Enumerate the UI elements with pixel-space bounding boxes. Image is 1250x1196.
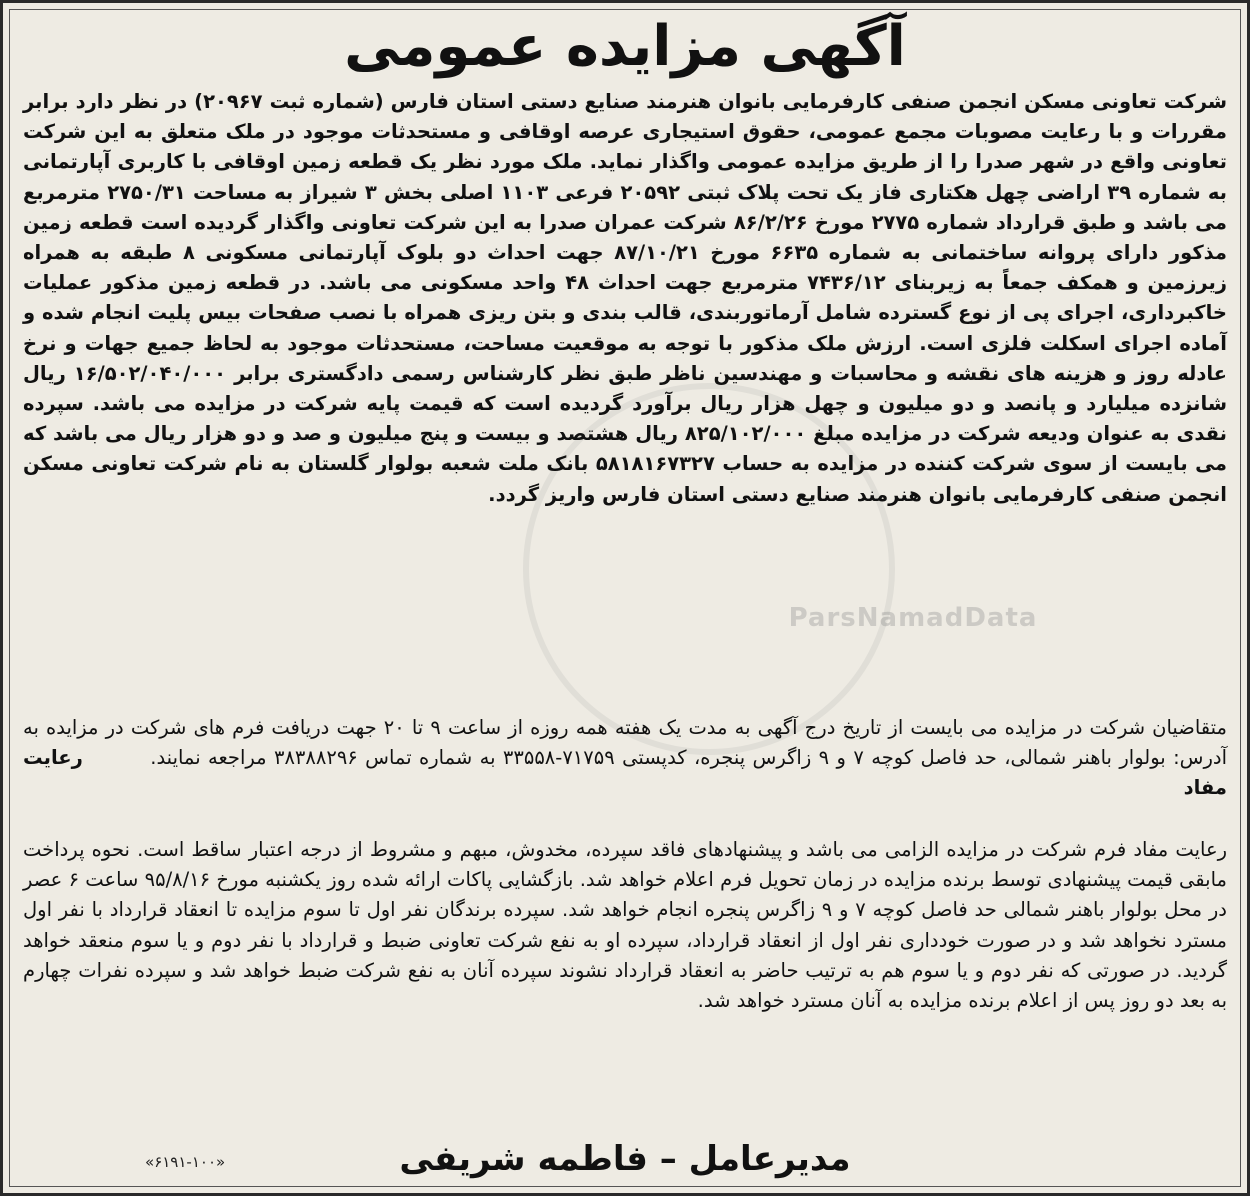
notice-body — [23, 87, 1227, 510]
notice-code: «۶۱۹۱-۱۰۰» — [145, 1153, 226, 1171]
signature: مدیرعامل – فاطمه شریفی — [399, 1139, 851, 1179]
applicants-paragraph: متقاضیان شرکت در مزایده می بایست از تاریخ درج آگهی به مدت یک هفته همه روزه از ساعت ۹ تا ۲۰ جهت دریافت فرم های شرکت در مزایده به آدرس: بولوار باهنر شمالی، حد فاصل کوچه ۷ و ۹ زاگرس پنجره، کدپستی ۷۱۷۵۹-۳۳۵۵۸ به شماره تماس ۳۸۳۸۸۲۹۶ مراجعه نمایند. — [23, 716, 1228, 770]
rules-paragraph: رعایت مفاد فرم شرکت در مزایده الزامی می باشد و پیشنهادهای فاقد سپرده، مخدوش، مبهم و مشروط از درجه اعتبار ساقط است. نحوه پرداخت مابقی قیمت پیشنهادی توسط برنده مزایده در زمان تحویل فرم اعلام خواهد شد. بازگشایی پاکات ارائه شده روز یکشنبه مورخ ۹۵/۸/۱۶ ساعت ۶ عصر در محل بولوار باهنر شمالی حد فاصل کوچه ۷ و ۹ زاگرس پنجره انجام خواهد شد. سپرده برندگان نفر اول تا سوم مزایده تا انعقاد قرارداد با نفر اول مسترد نخواهد شد و در صورت خودداری نفر اول از انعقاد قرارداد، سپرده او به نفع شرکت تعاونی ضبط و قرارداد با نفر دوم و یا سوم منعقد خواهد گردید. در صورتی که نفر دوم و یا سوم هم به ترتیب حاضر به انعقاد قرارداد نشوند سپرده آنان به نفع شرکت ضبط خواهد شد و سپرده نفرات چهارم به بعد دو روز پس از اعلام برنده مزایده به آنان مسترد خواهد شد. — [23, 838, 1227, 1013]
rules-heading: رعایت مفاد — [23, 746, 1227, 800]
rules-section — [23, 835, 1227, 1016]
notice-title: آگهی مزایده عمومی — [344, 14, 906, 79]
body-paragraph: شرکت تعاونی مسکن انجمن صنفی کارفرمایی بانوان هنرمند صنایع دستی استان فارس (شماره ثبت ۲۰۹۶۷) در نظر دارد برابر مقررات و با رعایت مصوبات مجمع عمومی، حقوق استیجاری عرصه اوقافی و مستحدثات موجود در ملک متعلق به این شرکت تعاونی واقع در شهر صدرا را از طریق مزایده عمومی واگذار نماید. ملک مورد نظر یک قطعه زمین اوقافی با کاربری آپارتمانی به شماره ۳۹ اراضی چهل هکتاری فاز یک تحت پلاک ثبتی ۲۰۵۹۲ فرعی ۱۱۰۳ اصلی بخش ۳ شیراز به مساحت ۲۷۵۰/۳۱ مترمربع می باشد و طبق قرارداد شماره ۲۷۷۵ مورخ ۸۶/۲/۲۶ شرکت عمران صدرا به این شرکت تعاونی واگذار گردیده است قطعه زمین مذکور دارای پروانه ساختمانی به شماره ۶۶۳۵ مورخ ۸۷/۱۰/۲۱ جهت احداث دو بلوک آپارتمانی مسکونی ۸ طبقه به همراه زیرزمین و همکف جمعاً به زیربنای ۷۴۳۶/۱۲ مترمربع جهت احداث ۴۸ واحد مسکونی می باشد. در قطعه زمین مذکور عملیات خاکبرداری، اجرای پی از نوع گسترده شامل آرماتوربندی، قالب بندی و بتن ریزی همراه با نصب صفحات بیس پلیت انجام شده و آماده اجرای اسکلت فلزی است. ارزش ملک مذکور با توجه به موقعیت مساحت، مستحدثات موجود به لحاظ جمیع جهات و نرخ عادله روز و هزینه های نقشه و محاسبات و مهندسین ناظر طبق نظر کارشناس رسمی دادگستری برابر ۱۶/۵۰۲/۰۴۰/۰۰۰ ریال شانزده میلیارد و پانصد و دو میلیون و چهل هزار ریال برآورد گردیده است که قیمت پایه شرکت در مزایده می باشد. سپرده نقدی به عنوان ودیعه شرکت در مزایده مبلغ ۸۲۵/۱۰۲/۰۰۰ ریال هشتصد و بیست و پنج میلیون و صد و دو هزار ریال می باشد که می بایست از سوی شرکت کننده در مزایده به حساب ۵۸۱۸۱۶۷۳۲۷ بانک ملت شعبه بولوار گلستان به نام شرکت تعاونی مسکن انجمن صنفی کارفرمایی بانوان هنرمند صنایع دستی استان فارس واریز گردد. — [23, 90, 1228, 506]
watermark-text: ParsNamadData — [788, 603, 1038, 633]
applicants-section — [23, 713, 1227, 804]
